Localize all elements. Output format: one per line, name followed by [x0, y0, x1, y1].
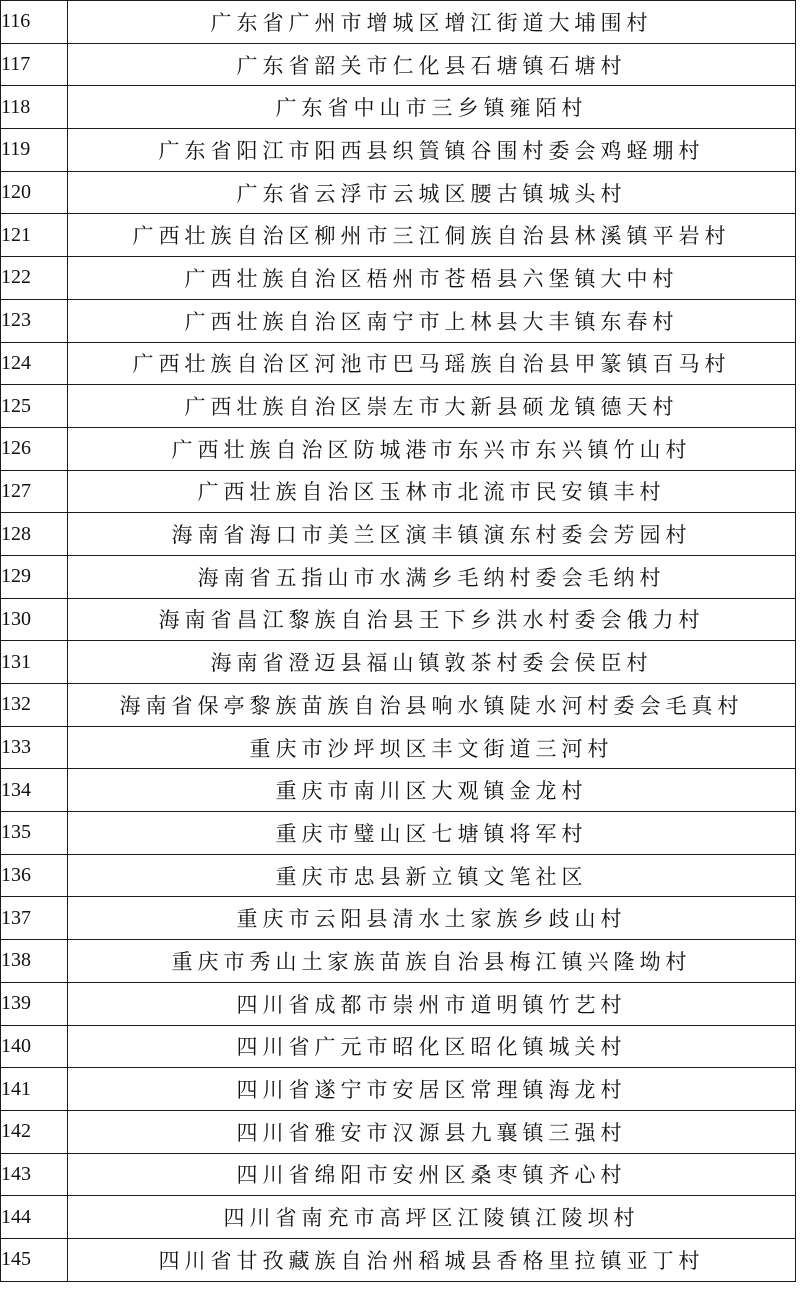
row-number: 128 [1, 513, 68, 556]
row-number: 143 [1, 1153, 68, 1196]
village-name: 海南省昌江黎族自治县王下乡洪水村委会俄力村 [68, 598, 796, 641]
village-name: 广东省广州市增城区增江街道大埔围村 [68, 1, 796, 44]
table-row [1, 1196, 796, 1239]
table-row [1, 1, 796, 44]
table-row [1, 299, 796, 342]
row-number: 133 [1, 726, 68, 769]
row-number: 116 [1, 1, 68, 44]
row-number: 141 [1, 1068, 68, 1111]
row-number: 140 [1, 1025, 68, 1068]
row-number: 139 [1, 982, 68, 1025]
table-row [1, 257, 796, 300]
row-number: 134 [1, 769, 68, 812]
village-name: 四川省绵阳市安州区桑枣镇齐心村 [68, 1153, 796, 1196]
village-name: 四川省成都市崇州市道明镇竹艺村 [68, 982, 796, 1025]
table-row [1, 982, 796, 1025]
table-row [1, 1025, 796, 1068]
row-number: 137 [1, 897, 68, 940]
table-row [1, 812, 796, 855]
row-number: 132 [1, 684, 68, 727]
village-name: 重庆市沙坪坝区丰文街道三河村 [68, 726, 796, 769]
row-number: 136 [1, 854, 68, 897]
row-number: 123 [1, 299, 68, 342]
row-number: 144 [1, 1196, 68, 1239]
village-name: 四川省甘孜藏族自治州稻城县香格里拉镇亚丁村 [68, 1238, 796, 1281]
row-number: 118 [1, 86, 68, 129]
village-name: 广东省韶关市仁化县石塘镇石塘村 [68, 43, 796, 86]
village-name: 广西壮族自治区玉林市北流市民安镇丰村 [68, 470, 796, 513]
table-row [1, 43, 796, 86]
village-name: 海南省保亭黎族苗族自治县响水镇陡水河村委会毛真村 [68, 684, 796, 727]
row-number: 131 [1, 641, 68, 684]
row-number: 127 [1, 470, 68, 513]
village-name: 广西壮族自治区防城港市东兴市东兴镇竹山村 [68, 427, 796, 470]
row-number: 135 [1, 812, 68, 855]
row-number: 120 [1, 171, 68, 214]
table-row [1, 555, 796, 598]
table-row [1, 214, 796, 257]
table-row [1, 897, 796, 940]
village-name: 海南省五指山市水满乡毛纳村委会毛纳村 [68, 555, 796, 598]
village-name: 重庆市忠县新立镇文笔社区 [68, 854, 796, 897]
table-row [1, 1153, 796, 1196]
table-row [1, 129, 796, 172]
village-name: 重庆市云阳县清水土家族乡歧山村 [68, 897, 796, 940]
row-number: 121 [1, 214, 68, 257]
village-name: 广东省云浮市云城区腰古镇城头村 [68, 171, 796, 214]
row-number: 138 [1, 940, 68, 983]
village-name: 广西壮族自治区梧州市苍梧县六堡镇大中村 [68, 257, 796, 300]
row-number: 130 [1, 598, 68, 641]
village-name: 重庆市璧山区七塘镇将军村 [68, 812, 796, 855]
table-row [1, 342, 796, 385]
table-row [1, 513, 796, 556]
row-number: 119 [1, 129, 68, 172]
village-name: 广西壮族自治区柳州市三江侗族自治县林溪镇平岩村 [68, 214, 796, 257]
table-row [1, 769, 796, 812]
row-number: 125 [1, 385, 68, 428]
table-body [1, 1, 796, 1282]
village-name: 广东省中山市三乡镇雍陌村 [68, 86, 796, 129]
village-name: 海南省海口市美兰区演丰镇演东村委会芳园村 [68, 513, 796, 556]
table-row [1, 598, 796, 641]
village-name: 广西壮族自治区南宁市上林县大丰镇东春村 [68, 299, 796, 342]
table-row [1, 86, 796, 129]
table-row [1, 726, 796, 769]
table-row [1, 171, 796, 214]
village-name: 广西壮族自治区河池市巴马瑶族自治县甲篆镇百马村 [68, 342, 796, 385]
row-number: 145 [1, 1238, 68, 1281]
row-number: 122 [1, 257, 68, 300]
table-row [1, 470, 796, 513]
table-row [1, 1068, 796, 1111]
table-row [1, 641, 796, 684]
village-name: 重庆市秀山土家族苗族自治县梅江镇兴隆坳村 [68, 940, 796, 983]
village-name: 四川省广元市昭化区昭化镇城关村 [68, 1025, 796, 1068]
village-name: 广西壮族自治区崇左市大新县硕龙镇德天村 [68, 385, 796, 428]
row-number: 124 [1, 342, 68, 385]
table-row [1, 854, 796, 897]
village-name: 四川省遂宁市安居区常理镇海龙村 [68, 1068, 796, 1111]
table-row [1, 1238, 796, 1281]
row-number: 142 [1, 1110, 68, 1153]
table-row [1, 940, 796, 983]
table-row [1, 427, 796, 470]
row-number: 117 [1, 43, 68, 86]
table-row [1, 385, 796, 428]
row-number: 126 [1, 427, 68, 470]
village-name: 广东省阳江市阳西县织篢镇谷围村委会鸡蛏堋村 [68, 129, 796, 172]
village-name: 海南省澄迈县福山镇敦茶村委会侯臣村 [68, 641, 796, 684]
village-name: 四川省南充市高坪区江陵镇江陵坝村 [68, 1196, 796, 1239]
table-row [1, 1110, 796, 1153]
table-row [1, 684, 796, 727]
village-name: 四川省雅安市汉源县九襄镇三强村 [68, 1110, 796, 1153]
village-name: 重庆市南川区大观镇金龙村 [68, 769, 796, 812]
row-number: 129 [1, 555, 68, 598]
